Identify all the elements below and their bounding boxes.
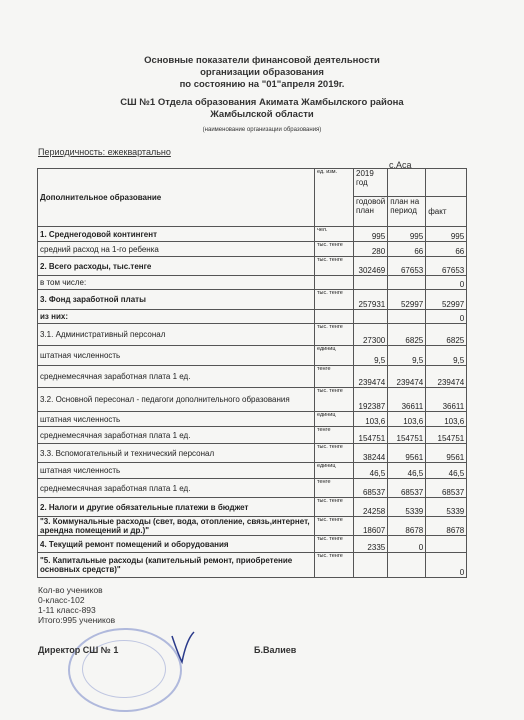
footer-line-1: Кол-во учеников [38, 585, 103, 595]
row-fact: 5339 [426, 498, 467, 517]
row-plan-period [388, 310, 426, 324]
row-label: штатная численность [38, 412, 315, 427]
row-plan-period: 52997 [388, 290, 426, 310]
row-label: средний расход на 1-го ребенка [38, 242, 315, 257]
row-plan-period: 68537 [388, 479, 426, 498]
header-line-4: СШ №1 Отдела образования Акимата Жамбылского района [120, 97, 404, 108]
col-year-blank-2 [426, 169, 467, 197]
row-plan-period: 995 [388, 227, 426, 242]
row-plan-period: 67653 [388, 257, 426, 276]
row-unit: тыс. тенге [315, 242, 354, 257]
row-plan-period: 66 [388, 242, 426, 257]
row-fact: 52997 [426, 290, 467, 310]
row-fact: 0 [426, 276, 467, 290]
row-plan-year: 239474 [354, 366, 388, 388]
row-plan-period: 0 [388, 536, 426, 553]
footer-line-4: Итого:995 учеников [38, 615, 116, 625]
row-plan-period [388, 276, 426, 290]
header-org-caption: (наименование организации образования) [202, 127, 322, 133]
periodicity: Периодичность: ежеквартально [38, 147, 171, 157]
row-plan-period: 9,5 [388, 346, 426, 366]
row-unit: единиц [315, 346, 354, 366]
table-row [38, 366, 467, 388]
col-year-blank [388, 169, 426, 197]
row-fact: 36611 [426, 388, 467, 412]
finance-table [37, 168, 467, 578]
table-row [38, 444, 467, 463]
row-plan-year: 18607 [354, 517, 388, 536]
table-row [38, 310, 467, 324]
row-label: 3.2. Основной пересонал - педагоги дополнительного образования [38, 388, 315, 412]
row-fact: 6825 [426, 324, 467, 346]
row-unit: тыс. тенге [315, 498, 354, 517]
row-unit: тыс. тенге [315, 553, 354, 578]
row-plan-year: 46,5 [354, 463, 388, 479]
row-plan-year: 9,5 [354, 346, 388, 366]
header-line-3: по состоянию на "01"апреля 2019г. [179, 79, 345, 90]
table-row [38, 498, 467, 517]
footer-line-2: 0-класс-102 [38, 595, 85, 605]
row-plan-period: 5339 [388, 498, 426, 517]
row-fact: 0 [426, 310, 467, 324]
table-row [38, 536, 467, 553]
table-row [38, 276, 467, 290]
row-plan-year: 154751 [354, 427, 388, 444]
row-unit: тыс. тенге [315, 444, 354, 463]
row-plan-period: 103,6 [388, 412, 426, 427]
header-line-2: организации образования [200, 67, 324, 78]
col-unit: ед. изм. [315, 169, 354, 227]
table-row [38, 463, 467, 479]
row-fact: 8678 [426, 517, 467, 536]
row-plan-year: 2335 [354, 536, 388, 553]
col-fact: факт [426, 197, 467, 227]
row-plan-period: 46,5 [388, 463, 426, 479]
row-plan-year: 103,6 [354, 412, 388, 427]
row-label: среднемесячная заработная плата 1 ед. [38, 479, 315, 498]
col-title: Дополнительное образование [38, 169, 315, 227]
row-label: штатная численность [38, 346, 315, 366]
row-fact: 103,6 [426, 412, 467, 427]
row-plan-period: 36611 [388, 388, 426, 412]
row-label: 3. Фонд заработной платы [38, 290, 315, 310]
row-label: 3.1. Административный персонал [38, 324, 315, 346]
row-fact: 0 [426, 553, 467, 578]
row-label: 3.3. Вспомогательный и технический персонал [38, 444, 315, 463]
row-plan-year: 302469 [354, 257, 388, 276]
row-unit: тыс. тенге [315, 257, 354, 276]
row-fact: 9,5 [426, 346, 467, 366]
row-fact [426, 536, 467, 553]
row-plan-year: 68537 [354, 479, 388, 498]
row-label: в том числе: [38, 276, 315, 290]
row-plan-year: 257931 [354, 290, 388, 310]
row-plan-year: 192387 [354, 388, 388, 412]
signature-title: Директор СШ № 1 [38, 645, 119, 655]
row-plan-period: 8678 [388, 517, 426, 536]
row-plan-year: 24258 [354, 498, 388, 517]
row-label: "5. Капитальные расходы (капительный ремонт, приобретение основных средств)" [38, 553, 315, 578]
row-fact: 68537 [426, 479, 467, 498]
row-fact: 154751 [426, 427, 467, 444]
row-label: 2. Всего расходы, тыс.тенге [38, 257, 315, 276]
row-fact: 239474 [426, 366, 467, 388]
row-unit: тыс. тенге [315, 536, 354, 553]
table-row [38, 227, 467, 242]
table-row [38, 324, 467, 346]
footer-line-3: 1-11 класс-893 [38, 605, 96, 615]
row-plan-year: 280 [354, 242, 388, 257]
row-fact: 67653 [426, 257, 467, 276]
row-plan-period [388, 553, 426, 578]
row-unit: тенге [315, 366, 354, 388]
row-unit: тыс. тенге [315, 388, 354, 412]
row-unit: тенге [315, 479, 354, 498]
table-row [38, 242, 467, 257]
row-unit: тыс. тенге [315, 517, 354, 536]
row-plan-year: 995 [354, 227, 388, 242]
col-year: 2019 год [354, 169, 388, 197]
row-unit [315, 310, 354, 324]
col-plan-period: план на период [388, 197, 426, 227]
row-plan-period: 6825 [388, 324, 426, 346]
row-unit: тыс. тенге [315, 290, 354, 310]
table-row [38, 479, 467, 498]
row-unit: тыс. тенге [315, 324, 354, 346]
row-plan-year: 27300 [354, 324, 388, 346]
header-line-1: Основные показатели финансовой деятельности [144, 55, 380, 66]
row-label: из них: [38, 310, 315, 324]
table-row [38, 427, 467, 444]
row-unit: тенге [315, 427, 354, 444]
row-label: штатная численность [38, 463, 315, 479]
row-label: 4. Текущий ремонт помещений и оборудования [38, 536, 315, 553]
row-plan-year: 38244 [354, 444, 388, 463]
row-unit: единиц [315, 463, 354, 479]
row-label: среднемесячная заработная плата 1 ед. [38, 427, 315, 444]
row-fact: 9561 [426, 444, 467, 463]
row-label: 1. Среднегодовой контингент [38, 227, 315, 242]
table-row [38, 517, 467, 536]
row-label: "3. Коммунальные расходы (свет, вода, отопление, связь,интернет, арендна помещений и др.)" [38, 517, 315, 536]
table-row [38, 290, 467, 310]
col-plan-year: годовой план [354, 197, 388, 227]
row-unit: единиц [315, 412, 354, 427]
table-row [38, 257, 467, 276]
row-fact: 46,5 [426, 463, 467, 479]
handwritten-signature [168, 628, 198, 666]
row-fact: 995 [426, 227, 467, 242]
row-unit [315, 276, 354, 290]
table-row [38, 553, 467, 578]
row-plan-year [354, 553, 388, 578]
table-row [38, 412, 467, 427]
row-label: 2. Налоги и другие обязательные платежи в бюджет [38, 498, 315, 517]
row-plan-period: 239474 [388, 366, 426, 388]
table-row [38, 346, 467, 366]
row-plan-period: 154751 [388, 427, 426, 444]
row-plan-period: 9561 [388, 444, 426, 463]
row-fact: 66 [426, 242, 467, 257]
row-plan-year [354, 276, 388, 290]
row-plan-year [354, 310, 388, 324]
header-line-5: Жамбылской области [210, 109, 314, 120]
table-row [38, 388, 467, 412]
city: с.Аса [389, 160, 412, 170]
row-unit: чел. [315, 227, 354, 242]
signature-name: Б.Валиев [254, 645, 297, 655]
row-label: среднемесячная заработная плата 1 ед. [38, 366, 315, 388]
table-header-row [38, 169, 467, 197]
